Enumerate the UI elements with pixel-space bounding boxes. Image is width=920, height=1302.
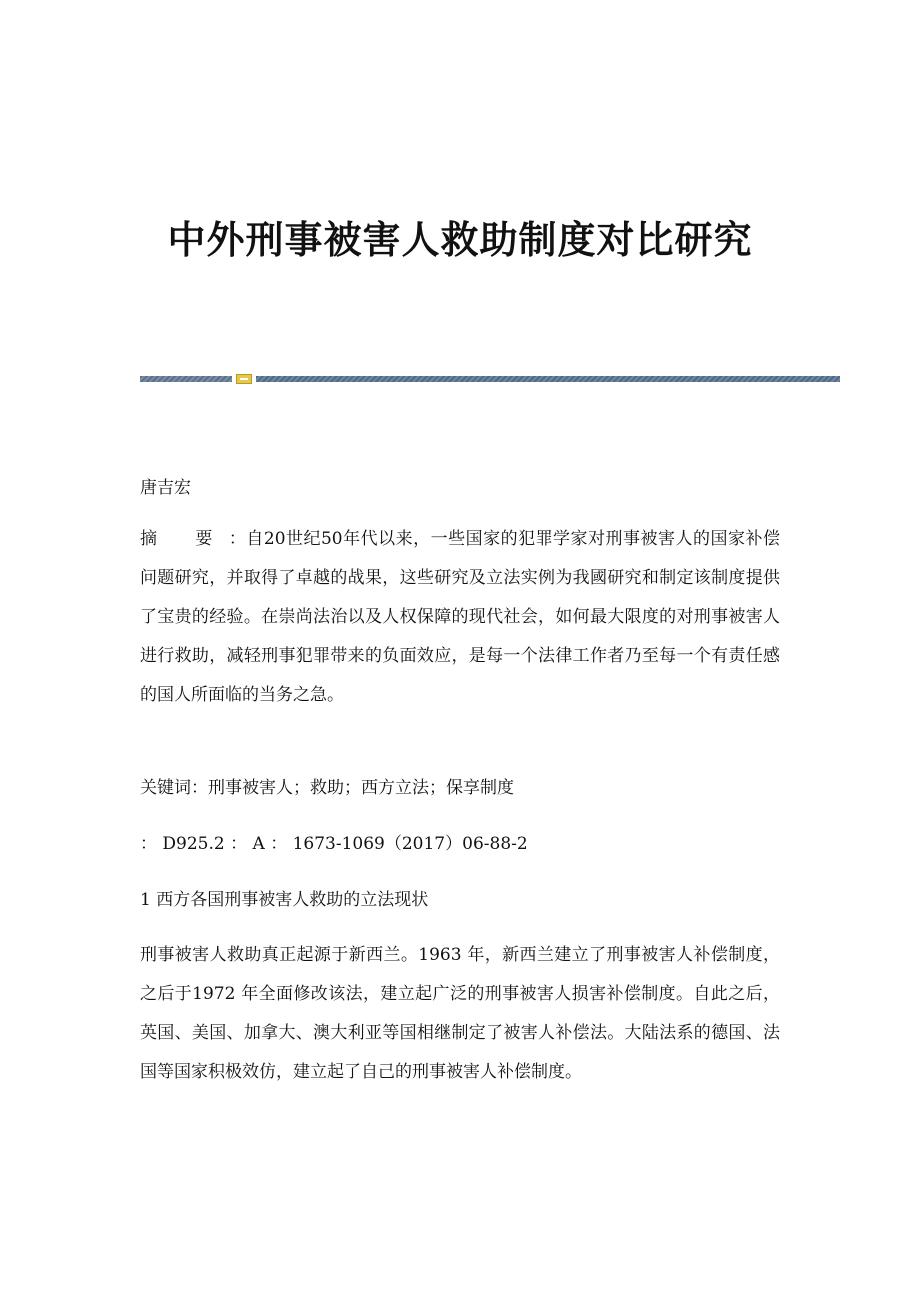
divider-bar-right xyxy=(256,376,840,382)
author-name: 唐吉宏 xyxy=(140,478,191,498)
body-paragraph: 刑事被害人救助真正起源于新西兰。1963 年，新西兰建立了刑事被害人补偿制度，之后于1972 年全面修改该法，建立起广泛的刑事被害人损害补偿制度。自此之后，英国、美国、加拿大、澳大利亚等国相继制定了被害人补偿法。大陆法系的德国、法国等国家积极效仿，建立起了自己的刑事被害人补偿制度。 xyxy=(140,945,780,1082)
abstract-label: 摘 要 xyxy=(140,529,229,549)
document-title: 中外刑事被害人救助制度对比研究 xyxy=(167,217,753,262)
title-divider xyxy=(140,374,840,384)
envelope-icon xyxy=(236,374,252,384)
keywords: 关键词：刑事被害人；救助；西方立法；保享制度 xyxy=(140,778,514,798)
abstract xyxy=(140,520,780,715)
section-heading: 1 西方各国刑事被害人救助的立法现状 xyxy=(140,890,429,910)
divider-bar-left xyxy=(140,376,232,382)
classification-line: ： D925.2 ： A ： 1673-1069（2017）06-88-2 xyxy=(140,834,528,854)
abstract-text: ：自20世纪50年代以来，一些国家的犯罪学家对刑事被害人的国家补偿问题研究，并取得了卓越的战果，这些研究及立法实例为我國研究和制定该制度提供了宝贵的经验。在崇尚法治以及人权保障的现代社会，如何最大限度的对刑事被害人进行救助，减轻刑事犯罪带来的负面效应，是每一个法律工作者乃至每一个有责任感的国人所面临的当务之急。 xyxy=(140,529,780,705)
